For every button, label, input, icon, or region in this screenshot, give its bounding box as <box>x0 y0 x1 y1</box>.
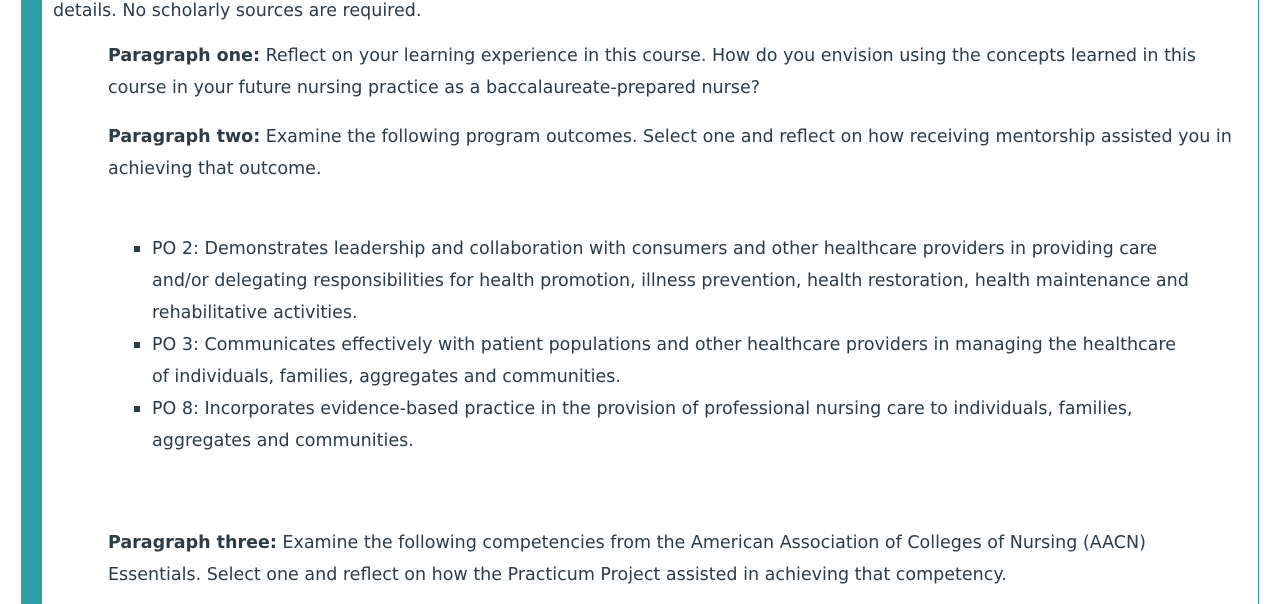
paragraph-one-instruction <box>108 40 1244 104</box>
program-outcomes-list <box>108 233 1198 457</box>
paragraph-one-label: Paragraph one: <box>108 46 260 66</box>
paragraph-two-label: Paragraph two: <box>108 127 261 147</box>
program-outcome-text: PO 3: Communicates effectively with patient populations and other healthcare providers in managing the healthcare of individuals, families, aggregates and communities. <box>152 335 1176 387</box>
bullet-icon <box>134 342 140 348</box>
list-item <box>108 393 1198 457</box>
paragraph-three-instruction <box>108 527 1244 591</box>
program-outcome-text: PO 8: Incorporates evidence-based practice in the provision of professional nursing care to individuals, families, aggregates and communities. <box>152 399 1133 451</box>
bullet-icon <box>134 246 140 252</box>
list-item <box>108 233 1198 329</box>
list-item <box>108 329 1198 393</box>
paragraph-three-label: Paragraph three: <box>108 533 277 553</box>
bullet-icon <box>134 406 140 412</box>
paragraph-one-text: Reflect on your learning experience in this course. How do you envision using the concepts learned in this course in your future nursing practice as a baccalaureate-prepared nurse? <box>108 46 1197 98</box>
intro-text: details. No scholarly sources are required. <box>53 1 422 21</box>
paragraph-two-instruction <box>108 121 1244 185</box>
paragraph-two-text: Examine the following program outcomes. Select one and reflect on how receiving mentorship assisted you in achieving that outcome. <box>108 127 1232 179</box>
paragraph-three-text: Examine the following competencies from the American Association of Colleges of Nursing (AACN) Essentials. Select one and reflect on how the Practicum Project assisted in achieving that competency. <box>108 533 1146 585</box>
program-outcome-text: PO 2: Demonstrates leadership and collaboration with consumers and other healthcare providers in providing care and/or delegating responsibilities for health promotion, illness prevention, health restoration, health maintenance and rehabilitative activities. <box>152 239 1189 323</box>
